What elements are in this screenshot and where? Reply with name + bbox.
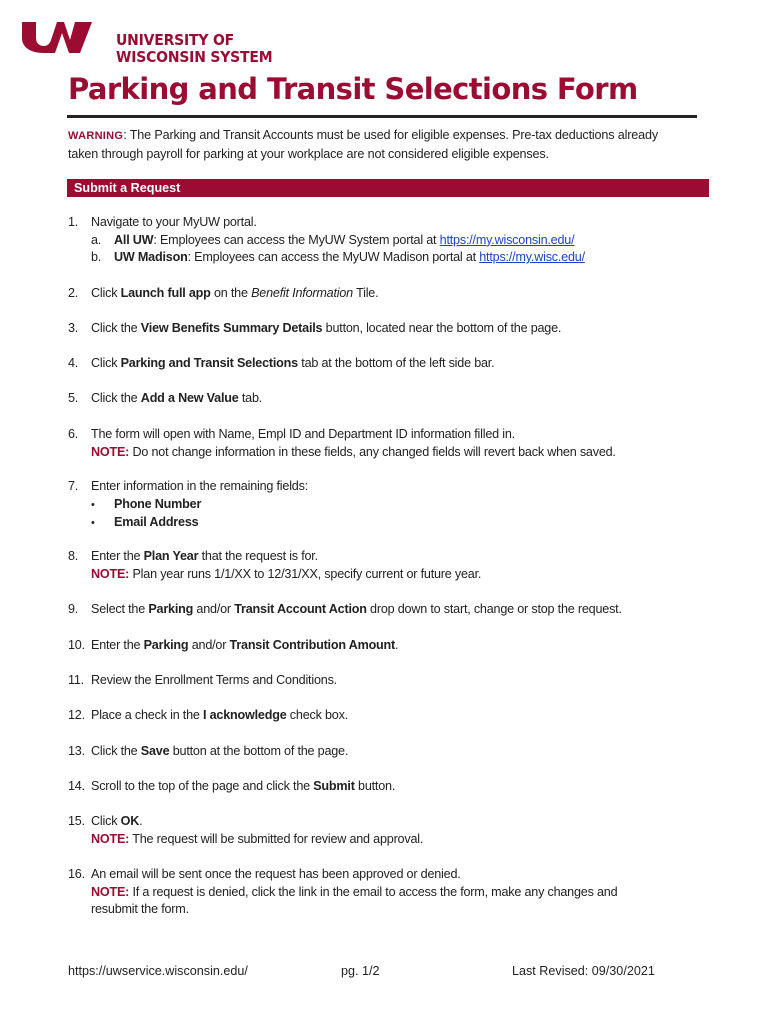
page-title: Parking and Transit Selections Form xyxy=(68,72,638,106)
logo-line-2: WISCONSIN SYSTEM xyxy=(116,48,273,66)
step-number: 15. xyxy=(68,814,85,828)
step-number: 7. xyxy=(68,479,79,493)
step-number: 3. xyxy=(68,321,79,335)
step-8-note: NOTE: Plan year runs 1/1/XX to 12/31/XX, specify current or future year. xyxy=(91,566,482,581)
logo-line-1: UNIVERSITY OF xyxy=(116,31,235,49)
step-12-text: Place a check in the I acknowledge check box. xyxy=(91,708,349,722)
step-6-text: The form will open with Name, Empl ID and Department ID information filled in. xyxy=(91,427,515,441)
step-number: 4. xyxy=(68,356,79,370)
footer-last-revised: Last Revised: 09/30/2021 xyxy=(512,964,655,978)
warning-text: : The Parking and Transit Accounts must be used for eligible expenses. Pre-tax deductions already xyxy=(123,128,659,142)
step-number: 10. xyxy=(68,638,85,652)
step-2-text: Click Launch full app on the Benefit Information Tile. xyxy=(91,286,379,300)
sub-marker: b. xyxy=(91,250,102,265)
step-15-note: NOTE: The request will be submitted for review and approval. xyxy=(91,831,424,846)
bullet-icon: • xyxy=(91,498,95,511)
step-number: 13. xyxy=(68,744,85,758)
step-3-text: Click the View Benefits Summary Details button, located near the bottom of the page. xyxy=(91,321,562,335)
step-1b-text: : Employees can access the MyUW Madison portal at xyxy=(187,250,480,265)
my-wisconsin-link[interactable]: https://my.wisconsin.edu/ xyxy=(439,232,575,247)
step-1b xyxy=(91,249,711,267)
section-header-submit-request: Submit a Request xyxy=(67,179,709,197)
step-16-text-cont: resubmit the form. xyxy=(91,902,189,917)
step-number: 2. xyxy=(68,286,79,300)
step-14-text: Scroll to the top of the page and click the Submit button. xyxy=(91,779,396,793)
step-number: 6. xyxy=(68,427,79,441)
warning-label: WARNING xyxy=(68,130,124,142)
step-9-text: Select the Parking and/or Transit Account Action drop down to start, change or stop the request. xyxy=(91,602,622,616)
footer-page-number: pg. 1/2 xyxy=(341,964,380,978)
step-16-note: NOTE: If a request is denied, click the link in the email to access the form, make any changes and xyxy=(91,884,618,899)
step-number: 5. xyxy=(68,391,79,405)
my-wisc-link[interactable]: https://my.wisc.edu/ xyxy=(479,250,585,265)
step-number: 8. xyxy=(68,549,79,563)
sub-marker: a. xyxy=(91,232,102,247)
step-1a-bold: All UW xyxy=(114,232,154,247)
step-15-text: Click OK. xyxy=(91,814,143,828)
step-number: 16. xyxy=(68,867,85,881)
step-number: 1. xyxy=(68,215,79,229)
step-number: 14. xyxy=(68,779,85,793)
step-11-text: Review the Enrollment Terms and Conditions. xyxy=(91,673,337,687)
step-16-text: An email will be sent once the request has been approved or denied. xyxy=(91,867,461,881)
step-7-text: Enter information in the remaining fields: xyxy=(91,479,309,493)
step-10-text: Enter the Parking and/or Transit Contribution Amount. xyxy=(91,638,399,652)
step-number: 12. xyxy=(68,708,85,722)
step-5-text: Click the Add a New Value tab. xyxy=(91,391,263,405)
step-1a-text: : Employees can access the MyUW System portal at xyxy=(153,232,440,247)
step-1a xyxy=(91,232,711,250)
step-13-text: Click the Save button at the bottom of the page. xyxy=(91,744,349,758)
footer-url: https://uwservice.wisconsin.edu/ xyxy=(68,964,248,978)
step-number: 11. xyxy=(68,673,84,687)
step-4-text: Click Parking and Transit Selections tab at the bottom of the left side bar. xyxy=(91,356,495,370)
warning-text-2: taken through payroll for parking at your workplace are not considered eligible expenses. xyxy=(68,147,549,161)
bullet-icon: • xyxy=(91,517,95,530)
step-8-text: Enter the Plan Year that the request is for. xyxy=(91,549,318,563)
step-6-note: NOTE: Do not change information in these fields, any changed fields will revert back when saved. xyxy=(91,444,616,459)
list-item-email-address: • Email Address xyxy=(91,514,711,533)
step-1-text: Navigate to your MyUW portal. xyxy=(91,215,257,229)
step-1b-bold: UW Madison xyxy=(114,250,188,265)
list-item-phone-number: • Phone Number xyxy=(91,496,711,515)
step-number: 9. xyxy=(68,602,79,616)
